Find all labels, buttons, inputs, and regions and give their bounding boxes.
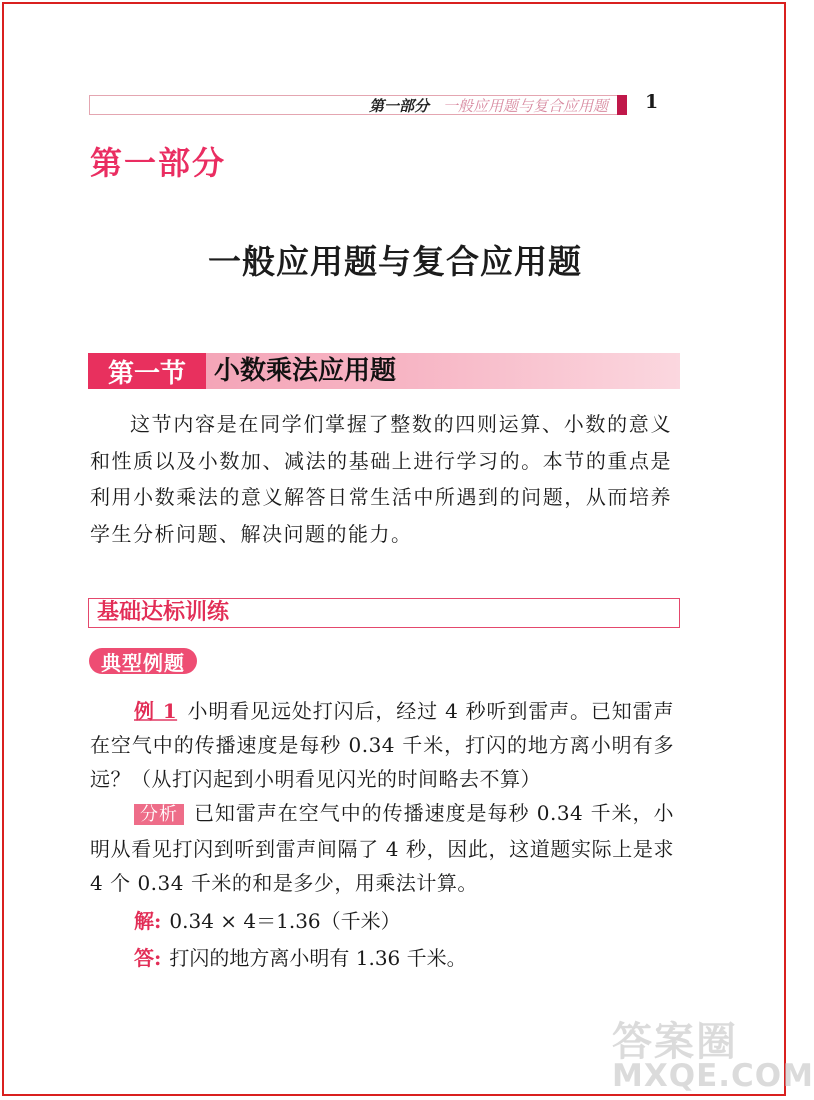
header-part: 第一部分 bbox=[368, 96, 429, 115]
basic-training-heading: 基础达标训练 bbox=[88, 598, 680, 628]
analysis-label: 分析 bbox=[134, 804, 184, 825]
analysis-text: 已知雷声在空气中的传播速度是每秒 0.34 千米，小明从看见打闪到听到雷声间隔了 4 秒，因此，这道题实际上是求 4 个 0.34 千米的和是多少，用乘法计算。 bbox=[90, 801, 674, 895]
section-title: 小数乘法应用题 bbox=[214, 356, 397, 386]
typical-examples-badge: 典型例题 bbox=[89, 648, 197, 674]
example-text: 小明看见远处打闪后，经过 4 秒听到雷声。已知雷声在空气中的传播速度是每秒 0.34 千米，打闪的地方离小明有多远？（从打闪起到小明看见闪光的时间略去不算） bbox=[90, 699, 674, 791]
section-tag: 第一节 bbox=[88, 353, 206, 389]
running-header bbox=[89, 95, 627, 115]
part-heading: 第一部分 bbox=[90, 144, 227, 182]
watermark-logo: 答案圈 bbox=[612, 1019, 738, 1065]
example-label: 例 1 bbox=[134, 699, 178, 723]
answer-line bbox=[134, 942, 467, 971]
header-title: 一般应用题与复合应用题 bbox=[442, 96, 608, 115]
chapter-title: 一般应用题与复合应用题 bbox=[208, 242, 582, 281]
header-tab-marker bbox=[617, 95, 627, 115]
answer-label: 答: bbox=[134, 946, 162, 970]
example-paragraph bbox=[90, 694, 674, 796]
watermark-url: MXQE.COM bbox=[612, 1058, 814, 1094]
intro-paragraph: 这节内容是在同学们掌握了整数的四则运算、小数的意义和性质以及小数加、减法的基础上进行学习的。本节的重点是利用小数乘法的意义解答日常生活中所遇到的问题，从而培养学生分析问题、解决问题的能力。 bbox=[90, 412, 672, 546]
page-number: 1 bbox=[645, 91, 659, 113]
solution-line bbox=[134, 905, 401, 934]
solution-text: 0.34 × 4＝1.36（千米） bbox=[169, 909, 401, 933]
solution-label: 解: bbox=[134, 909, 162, 933]
analysis-paragraph bbox=[90, 796, 674, 900]
answer-text: 打闪的地方离小明有 1.36 千米。 bbox=[169, 946, 467, 970]
